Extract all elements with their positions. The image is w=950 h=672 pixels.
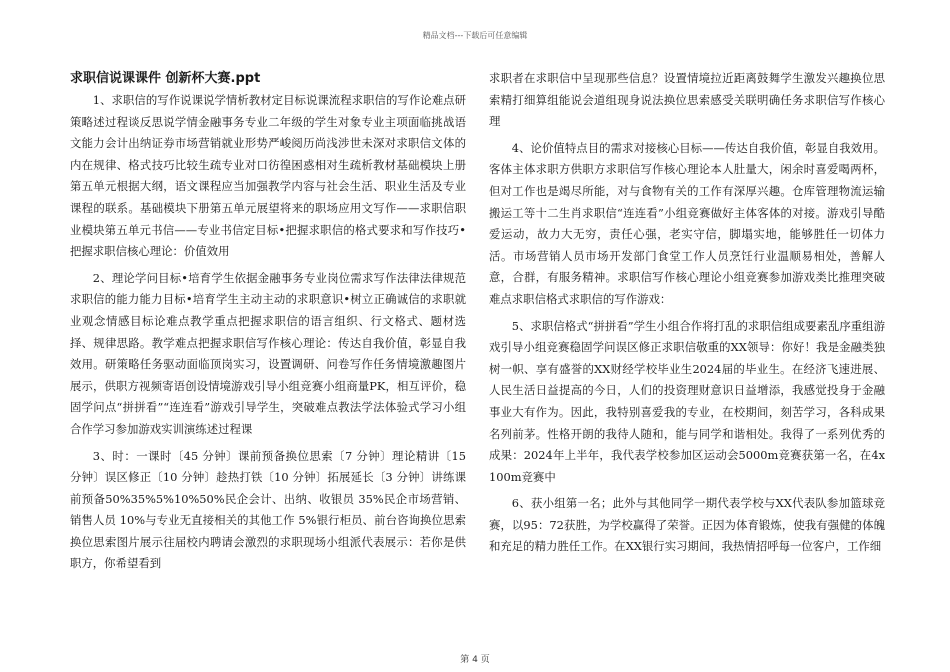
paragraph-5: 5、求职信格式“拼拼看”学生小组合作将打乱的求职信组成要素乱序重组游戏引导小组竞赛稳固学问误区修正求职信敬重的XX领导：你好！我是金融类独树一帜、享有盛誉的XX财经学校毕业生2024届的毕业生。在经济飞速进展、人民生活日益提高的今日，人们的投资理财意识日益增添，我感觉投身于金融事业大有作为。因此，我特别喜爱我的专业，在校期间，刻苦学习，各科成果名列前茅。性格开朗的我待人随和，能与同学和谐相处。我得了一系列优秀的成果：2024年上半年，我代表学校参加区运动会5000m竞赛获第一名，在4x100m竞赛中 <box>489 318 885 484</box>
paragraph-3-continued: 求职者在求职信中呈现那些信息？设置情境拉近距离鼓舞学生激发兴趣换位思索精打细算组能说会道组现身说法换位思索感受关联明确任务求职信写作核心理 <box>489 71 885 129</box>
paragraph-1: 1、求职信的写作说课说学情析教材定目标说课流程求职信的写作论难点研策略述过程谈反思说学情金融事务专业二年级的学生对象专业主项面临挑战语文能力会计出纳证券市场营销就业形势严峻阅历尚浅涉世未深对求职信文体的内在规律、格式技巧比较生疏专业对口彷徨困惑相对生疏析教材基础模块上册第五单元根据大纲，语文课程应当加强教学内容与社会生活、职业生活及专业课程的联系。基础模块下册第五单元展望将来的职场应用文写作——求职信职业模块第五单元书信——专业书信定目标•把握求职信的格式要求和写作技巧•把握求职信核心理论：价值效用 <box>70 93 466 259</box>
left-column <box>70 68 466 580</box>
paragraph-3: 3、时：一课时〔45 分钟〕课前预备换位思索〔7 分钟〕理论精讲〔15 分钟〕误区修正〔10 分钟〕趁热打铁〔10 分钟〕拓展延长〔3 分钟〕讲练课前预备50%35%5%10%50%民企会计、出纳、收银员 35%民企市场营销、销售人员 10%与专业无直接相关的其他工作 5%银行柜员、前台咨询换位思索换位思索图片展示往届校内聘请会激烈的求职现场小组派代表展示：若你是供职方，你希望看到 <box>70 448 466 571</box>
document-title: 求职信说课课件 创新杯大赛.ppt <box>70 71 261 86</box>
page-header: 精品文档---下载后可任意编辑 <box>422 31 528 40</box>
paragraph-2: 2、理论学问目标•培育学生依据金融事务专业岗位需求写作法律法律规范求职信的能力能力目标•培育学生主动主动的求职意识•树立正确诚信的求职就业观念情感目标论难点教学重点把握求职信的语言组织、行文格式、题材选择、规律思路。教学难点把握求职信写作核心理论：传达自我价值，彰显自我效用。研策略任务驱动面临顶岗实习，设置调研、问卷写作任务情境激趣图片展示，供职方视频寄语创设情境游戏引导小组竞赛小组商量PK，相互评价，稳固学问点“拼拼看”“连连看”游戏引导学生，突破难点教法学法体验式学习小组合作学习参加游戏实训演练述过程课 <box>70 270 466 436</box>
page-number: 第 4 页 <box>460 655 490 665</box>
paragraph-6: 6、获小组第一名；此外与其他同学一期代表学校与XX代表队参加篮球竞赛，以95：72获胜，为学校赢得了荣誉。正因为体育锻炼，使我有强健的体魄和充足的精力胜任工作。在XX银行实习期间，我热情招呼每一位客户，工作细 <box>489 496 885 554</box>
paragraph-4: 4、论价值特点目的需求对接核心目标——传达自我价值，彰显自我效用。客体主体求职方供职方求职信写作核心理论本人肚量大，闲余时喜爱喝两杯，但对工作也是竭尽所能，对与食物有关的工作有深厚兴趣。仓库管理物流运输搬运工等十二生肖求职信“连连看”小组竞赛做好主体客体的对接。游戏引导酷爱运动，故力大无穷，责任心强，老实守信，脚塌实地，能够胜任一切体力活。市场营销人员市场开发部门食堂工作人员烹饪行业温顺易相处，善解人意，合群，有服务精神。求职信写作核心理论小组竞赛参加游戏类比推理突破难点求职信格式求职信的写作游戏： <box>489 140 885 306</box>
right-column <box>489 68 885 563</box>
